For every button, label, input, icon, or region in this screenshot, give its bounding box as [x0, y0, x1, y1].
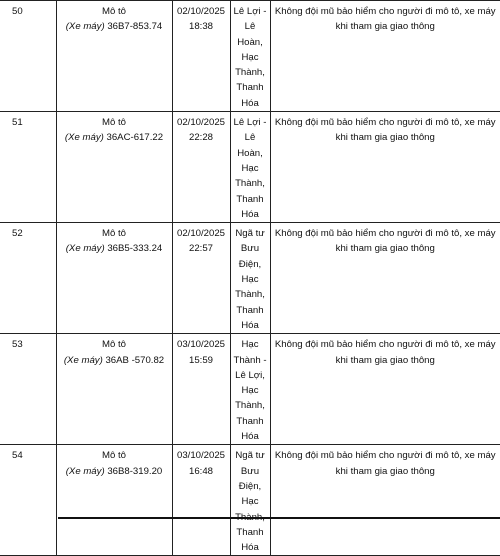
violation-date: 02/10/2025 [176, 6, 225, 17]
location-line: Hạc [241, 496, 259, 508]
vehicle-type: (Xe máy) [65, 243, 105, 255]
location-line: Thanh [236, 415, 264, 427]
location-line: Hạc [241, 162, 259, 174]
vehicle-type: (Xe máy) [64, 132, 104, 144]
violations-table-body [0, 1, 500, 556]
location-line: Hóa [241, 319, 259, 331]
location-line: Thành, [235, 67, 265, 79]
vehicle-category: Mô tô [102, 339, 126, 351]
violation-cell [270, 223, 500, 334]
violation-time: 16:48 [188, 465, 213, 477]
location-line: Hoàn, [237, 36, 263, 48]
violation-date: 03/10/2025 [176, 450, 225, 462]
vehicle-type: (Xe máy) [65, 21, 105, 33]
row-number-cell [0, 334, 56, 445]
license-plate: 36B7-853.74 [107, 21, 163, 33]
row-number: 52 [12, 228, 23, 240]
vehicle-cell [56, 223, 172, 334]
row-number-cell [0, 223, 56, 334]
vehicle-cell [56, 1, 172, 112]
violation-text: Không đội mũ bảo hiểm cho người đi mô tô, xe máy khi tham gia giao thông [274, 339, 496, 366]
datetime-cell [172, 334, 230, 445]
license-plate: 36AC-617.22 [106, 132, 164, 144]
row-number: 51 [12, 117, 23, 129]
table-row [0, 223, 500, 334]
violation-text: Không đội mũ bảo hiểm cho người đi mô tô, xe máy khi tham gia giao thông [274, 117, 496, 144]
location-line: Ngã tư [235, 228, 265, 240]
violation-time: 15:59 [188, 354, 213, 366]
violation-time: 22:57 [188, 243, 213, 255]
violation-text: Không đội mũ bảo hiểm cho người đi mô tô, xe máy khi tham gia giao thông [274, 228, 496, 255]
location-line: Thanh [236, 82, 264, 94]
table-bottom-border [58, 517, 500, 519]
vehicle-cell [56, 445, 172, 556]
table-row [0, 334, 500, 445]
license-plate: 36AB -570.82 [105, 354, 165, 366]
location-line: Thành, [235, 178, 265, 190]
location-line: Lê Lợi - [233, 6, 267, 17]
location-line: Thành, [235, 289, 265, 301]
violation-cell [270, 1, 500, 112]
vehicle-detail [57, 19, 172, 34]
location-line: Hóa [241, 208, 259, 220]
vehicle-cell [56, 334, 172, 445]
location-line: Ngã tư [235, 450, 265, 462]
table-row [0, 1, 500, 112]
datetime-cell [172, 1, 230, 112]
location-cell [230, 112, 270, 223]
datetime-cell [172, 112, 230, 223]
location-line: Thành, [235, 400, 265, 412]
violation-date: 03/10/2025 [176, 339, 225, 351]
location-line: Thanh [236, 193, 264, 205]
vehicle-category: Mô tô [102, 450, 126, 462]
vehicle-type: (Xe máy) [63, 354, 103, 366]
location-cell [230, 223, 270, 334]
row-number: 54 [12, 450, 23, 462]
violation-text: Không đội mũ bảo hiểm cho người đi mô tô, xe máy khi tham gia giao thông [274, 6, 496, 33]
violation-cell [270, 334, 500, 445]
violation-cell [270, 445, 500, 556]
vehicle-detail [57, 130, 172, 145]
location-line: Hạc [241, 385, 259, 397]
location-line: Điện, [238, 258, 262, 270]
vehicle-type: (Xe máy) [65, 465, 105, 477]
location-line: Lê [244, 21, 256, 33]
datetime-cell [172, 445, 230, 556]
row-number: 53 [12, 339, 23, 351]
row-number-cell [0, 1, 56, 112]
row-number-cell [0, 112, 56, 223]
location-line: Hạc [241, 51, 259, 63]
violation-cell [270, 112, 500, 223]
location-cell [230, 334, 270, 445]
vehicle-category: Mô tô [102, 117, 126, 129]
location-line: Bưu [240, 243, 260, 255]
violation-date: 02/10/2025 [176, 117, 225, 129]
location-line: Điện, [238, 480, 262, 492]
vehicle-cell [56, 112, 172, 223]
location-line: Hóa [241, 97, 259, 109]
location-line: Thanh [236, 304, 264, 316]
location-line: Hạc [241, 339, 259, 351]
table-row [0, 445, 500, 556]
location-line: Hóa [241, 431, 259, 443]
location-line: Thành - [233, 354, 267, 366]
row-number: 50 [12, 6, 23, 17]
location-line: Hạc [241, 274, 259, 286]
license-plate: 36B8-319.20 [107, 465, 163, 477]
location-line: Lê [244, 132, 256, 144]
violation-time: 18:38 [188, 21, 213, 33]
location-line: Lê Lợi - [233, 117, 267, 129]
row-number-cell [0, 445, 56, 556]
vehicle-detail [57, 241, 172, 256]
location-cell [230, 445, 270, 556]
license-plate: 36B5-333.24 [107, 243, 163, 255]
violation-text: Không đội mũ bảo hiểm cho người đi mô tô, xe máy khi tham gia giao thông [274, 450, 496, 477]
location-line: Hoàn, [237, 147, 263, 159]
location-cell [230, 1, 270, 112]
location-line: Lê Lợi, [235, 369, 265, 381]
location-line: Thanh [236, 526, 264, 538]
vehicle-detail [57, 353, 172, 368]
table-row [0, 112, 500, 223]
vehicle-category: Mô tô [102, 6, 126, 17]
violation-date: 02/10/2025 [176, 228, 225, 240]
violation-time: 22:28 [188, 132, 213, 144]
vehicle-detail [57, 464, 172, 479]
vehicle-category: Mô tô [102, 228, 126, 240]
location-line: Bưu [240, 465, 260, 477]
location-line: Hóa [241, 542, 259, 554]
datetime-cell [172, 223, 230, 334]
